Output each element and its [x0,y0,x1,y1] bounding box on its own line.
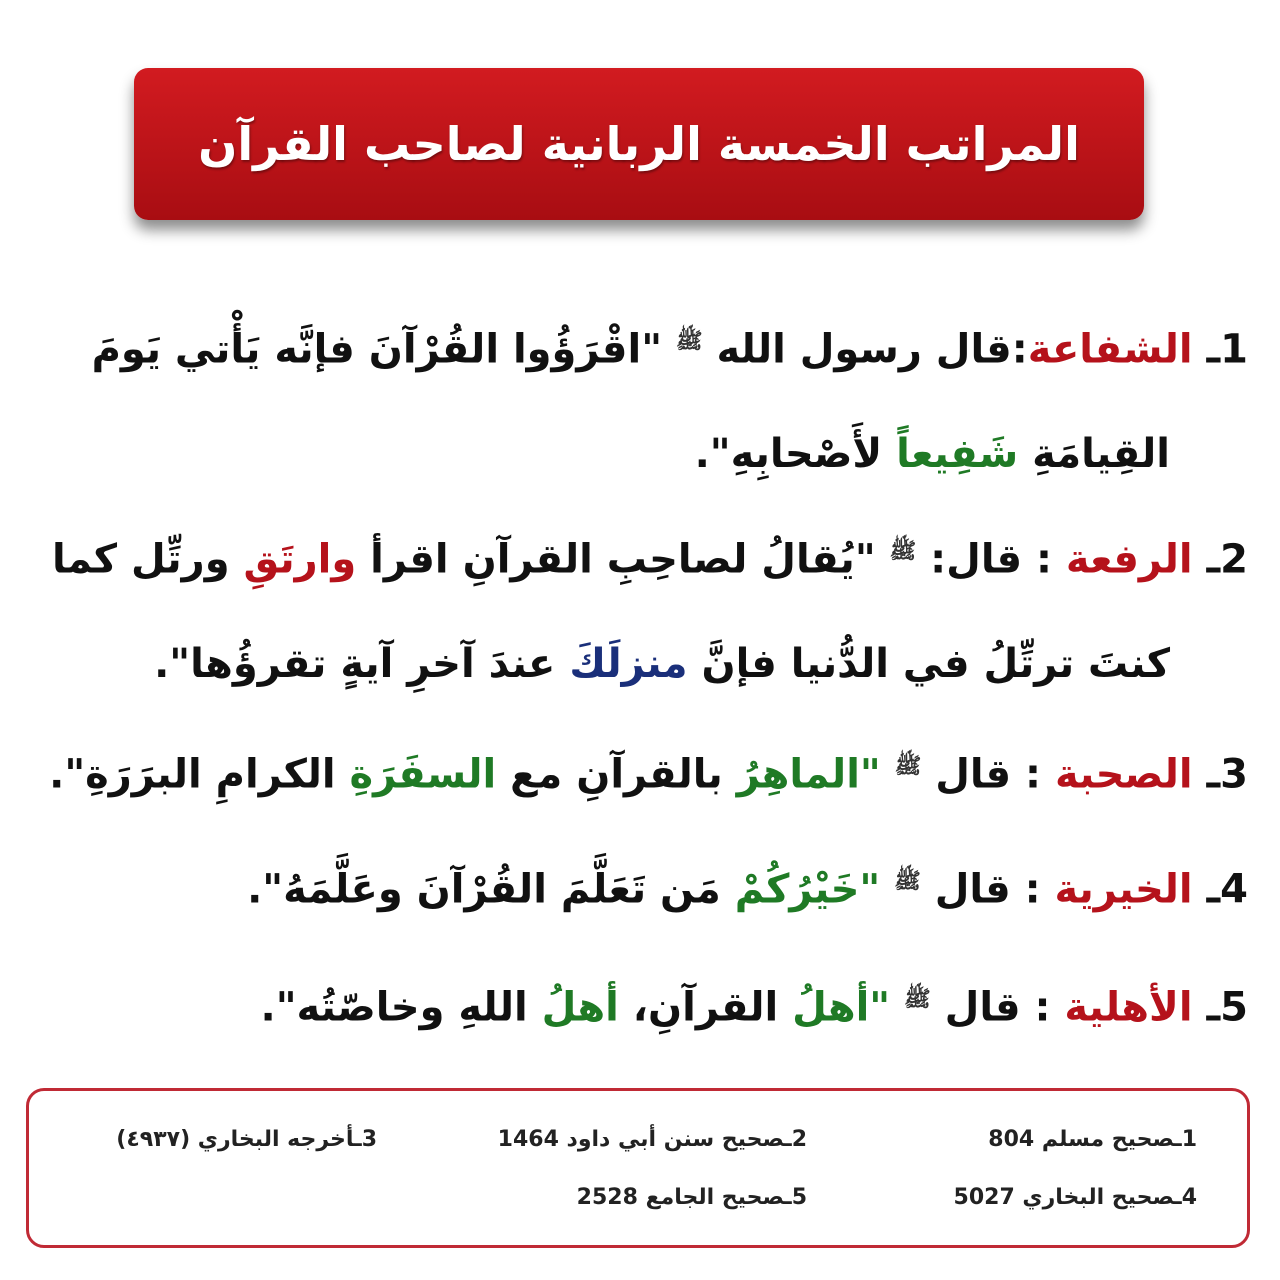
reference-1: 1ـصحيح مسلم 804 [988,1127,1197,1152]
salawat-glyph: ﷺ [894,754,922,779]
item-number: 2ـ [1206,536,1248,583]
item-text: لأَصْحابِهِ". [694,431,883,477]
item-text: : قال [935,751,1042,798]
highlight-word: أهلُ [541,984,619,1031]
item-text: "يُقالُ لصاحِبِ القرآنِ اقرأ [370,536,876,583]
item-keyword: الشفاعة [1027,326,1193,373]
highlight-word: "أهلُ [792,984,891,1031]
item-5-line-1 [261,954,1249,1066]
item-3-line-1 [49,721,1248,833]
item-1-line-2 [92,408,1248,520]
item-2-line-2 [52,618,1248,730]
reference-3: 3ـأخرجه البخاري (٤٩٣٧) [116,1127,377,1152]
item-number: 4ـ [1206,866,1248,913]
item-text: مَن تَعَلَّمَ القُرْآنَ وعَلَّمَهُ". [247,866,721,913]
item-2-line-1 [52,506,1248,618]
item-text: كنتَ ترتِّلُ في الدُّنيا فإنَّ [701,641,1170,687]
salawat-glyph: ﷺ [904,987,931,1012]
references-box [26,1088,1250,1248]
highlight-word: وارتَقِ [243,536,357,583]
item-text: القرآنِ، [632,984,779,1031]
item-text: : قال [944,984,1051,1031]
item-keyword: الخيرية [1054,866,1193,913]
reference-5: 5ـصحيح الجامع 2528 [576,1185,807,1210]
item-text: القِيامَةِ [1032,431,1170,477]
item-1-line-1 [92,296,1248,408]
item-text: :قال رسول الله [716,326,1028,373]
item-text: "اقْرَؤُوا القُرْآنَ فإنَّه يَأْتي يَومَ [91,326,663,373]
highlight-word: شَفِيعاً [896,431,1019,477]
item-keyword: الصحبة [1054,751,1193,798]
item-keyword: الرفعة [1065,536,1193,583]
item-number: 5ـ [1206,984,1248,1031]
item-text: : قال [934,866,1041,913]
salawat-glyph: ﷺ [889,539,917,564]
highlight-word: "الماهِرُ [736,751,881,798]
item-number: 3ـ [1206,751,1248,798]
highlight-word: "خَيْرُكُمْ [734,866,881,913]
page-title: المراتب الخمسة الربانية لصاحب القرآن [198,117,1080,171]
item-text: عندَ آخرِ آيةٍ تقرؤُها". [154,641,556,687]
reference-2: 2ـصحيح سنن أبي داود 1464 [497,1127,807,1152]
item-2 [52,506,1248,730]
reference-4: 4ـصحيح البخاري 5027 [953,1185,1197,1210]
highlight-word: السفَرَةِ [349,751,497,798]
item-number: 1ـ [1206,326,1248,373]
item-text: : قال: [930,536,1052,583]
item-text: الكرامِ البرَرَةِ". [49,751,336,798]
title-banner [134,68,1144,220]
item-text: اللهِ وخاصّتُه". [260,984,528,1031]
item-4 [247,836,1248,948]
item-3 [49,721,1248,833]
highlight-word: منزلَكَ [569,641,688,687]
item-1 [92,296,1248,520]
item-text: بالقرآنِ مع [510,751,723,798]
item-5 [261,954,1249,1066]
item-text: ورتِّل كما [51,536,230,583]
salawat-glyph: ﷺ [894,869,921,894]
item-4-line-1 [247,836,1248,948]
salawat-glyph: ﷺ [675,329,703,354]
item-keyword: الأهلية [1064,984,1193,1031]
